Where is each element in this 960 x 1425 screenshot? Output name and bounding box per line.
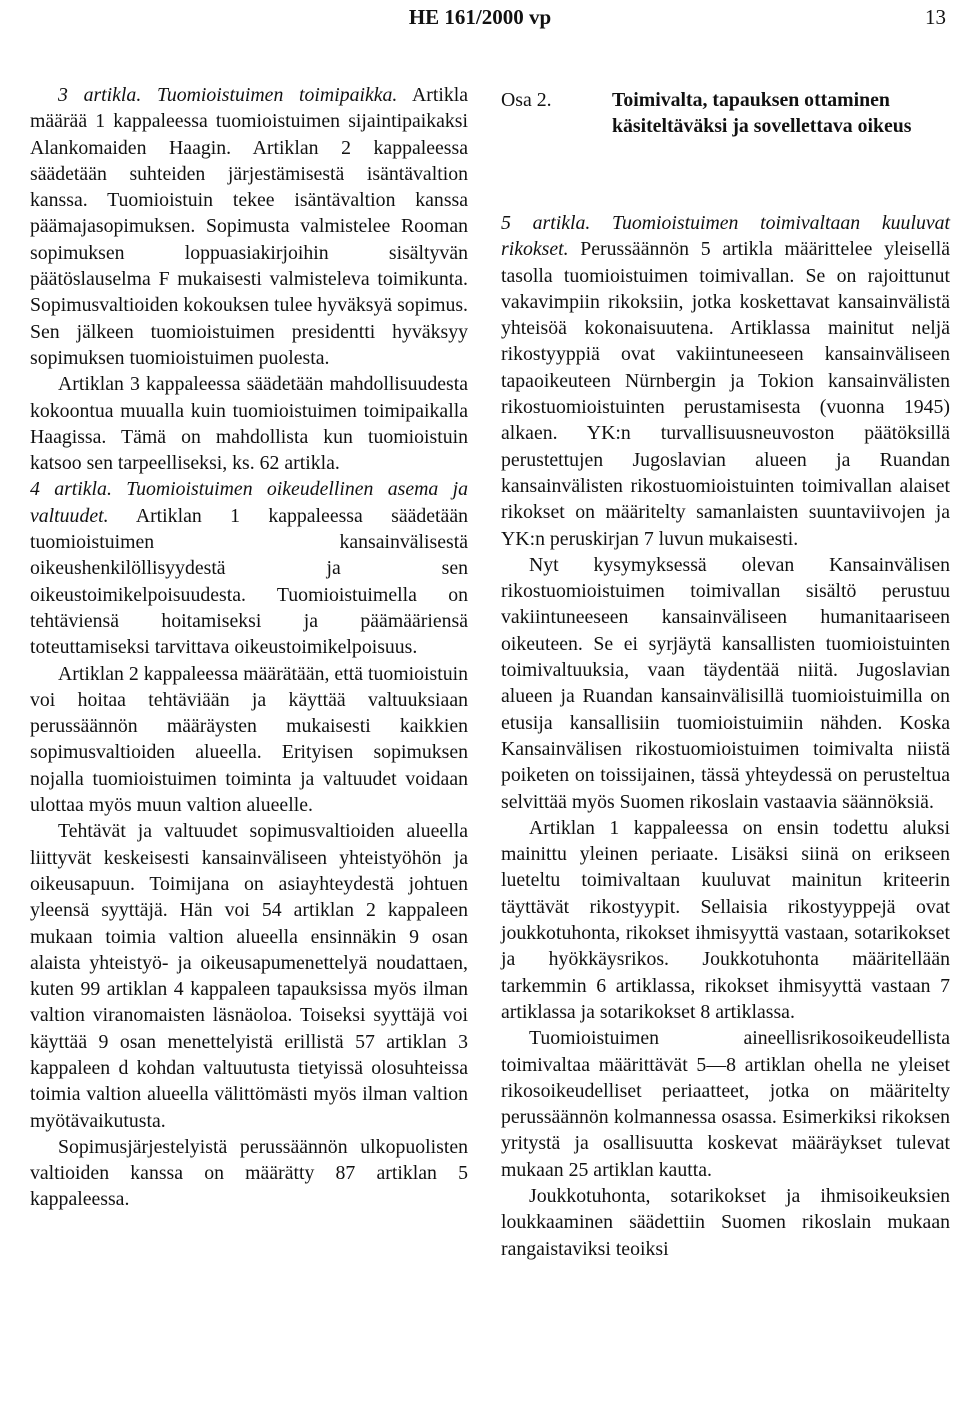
- paragraph-text: Artiklan 1 kappaleessa säädetään tuomioistuimen kansainvälisestä oikeushenkilöllisyydestä ja sen oikeustoimikelpoisuudesta. Tuomioistuimella on tehtäviensä hoitamiseksi ja päämääriensä toteuttamiseksi tarvittava oikeustoimikelpoisuus.: [30, 504, 468, 659]
- paragraph: Artiklan 1 kappaleessa on ensin todettu aluksi mainittu yleinen periaate. Lisäksi siinä on erikseen lueteltu toimivaltaan kuuluvat mainitun kriteerin täyttävät rikostyypit. Sellaisia rikostyyppejä ovat joukkotuhonta, rikokset ihmisyyttä vastaan, sotarikokset ja hyökkäysrikos. Joukkotuhonta määritellään tarkemmin 6 artiklassa, rikokset ihmisyyttä vastaan 7 artiklassa ja sotarikokset 8 artiklassa.: [501, 816, 950, 1023]
- paragraph: Artiklan 2 kappaleessa määrätään, että tuomioistuin voi hoitaa tehtäviään ja käyttää valtuuksiaan perussäännön määräysten mukaisesti kaikkien sopimusvaltioiden alueella. Erityisen sopimuksen nojalla tuomioistuimen toiminta ja valtuudet voidaan ulottaa myös muun valtion alueelle.: [30, 662, 468, 817]
- section-label: Osa 2.: [501, 89, 552, 111]
- page-header: [0, 0, 960, 40]
- document-id: HE 161/2000 vp: [408, 5, 552, 29]
- article-5-heading: 5 artikla. Tuomioistuimen toimivaltaan kuuluvat rikokset.: [501, 212, 950, 261]
- page-number: 13: [925, 5, 946, 29]
- paragraph: [501, 210, 950, 552]
- paragraph: Tuomioistuimen aineellisrikosoikeudellista toimivaltaa määrittävät 5—8 artiklan ohella ne yleiset rikosoikeudelliset periaatteet, jotka on määritelty perussäännön kolmannessa osassa. Esimerkiksi rikoksen yritystä ja osallisuutta koskevat määräykset tulevat mukaan 25 artiklan kautta.: [501, 1027, 950, 1181]
- paragraph: Tehtävät ja valtuudet sopimusvaltioiden alueella liittyvät keskeisesti kansainväliseen yhteistyöhön ja oikeusapuun. Toimijana on asiayhteydestä johtuen yleensä syyttäjä. Hän voi 54 artiklan 2 kappaleen mukaan toimia valtion alueella ensinnäkin 9 osan alaista yhteistyö- ja oikeusapumenettelyä noudattaen, kuten 99 artiklan 4 kappaleen tapauksissa myös ilman valtion viranomaisten läsnäoloa. Toiseksi syyttäjä voi käyttää 9 osan menettelyistä erillistä 57 artiklan 3 kappaleen d kohdan valtuutusta tietyissä olosuhteissa toimia valtion alueella välittömästi myös ilman valtion myötävaikutusta.: [30, 820, 468, 1132]
- left-column: [30, 82, 468, 1213]
- paragraph-text: Perussäännön 5 artikla määrittelee yleisellä tasolla tuomioistuimen toimivallan. Se on rajoittunut vakavimpiin rikoksiin, jotka koskettavat kansainvälistä yhteisöä kokonaisuutena. Artiklassa mainitut neljä rikostyyppiä ovat vakiintuneeseen kansainväliseen tapaoikeuteen Nürnbergin ja Tokion kansainvälisten rikostuomioistuinten perustamisesta (vuonna 1945) alkaen. YK:n turvallisuusneuvoston päätöksillä perustettujen Jugoslavian alueen ja Ruandan kansainvälisten rikostuomioistuinten toimivallan alaiset rikokset on määritelty samanlaisten suuntaviivojen ja YK:n peruskirjan 7 luvun mukaisesti.: [501, 238, 950, 550]
- article-4-heading: 4 artikla. Tuomioistuimen oikeudellinen asema ja valtuudet.: [30, 478, 468, 527]
- article-3-heading: 3 artikla. Tuomioistuimen toimipaikka.: [58, 84, 398, 106]
- section-title: Toimivalta, tapauksen ottaminen käsiteltäväksi ja sovellettava oikeus: [612, 89, 912, 138]
- paragraph: Artiklan 3 kappaleessa säädetään mahdollisuudesta kokoontua muualla kuin tuomioistuimen toimipaikalla Haagissa. Tämä on mahdollista kun tuomioistuin katsoo sen tarpeelliseksi, ks. 62 artikla.: [30, 373, 468, 475]
- paragraph-text: Artikla määrää 1 kappaleessa tuomioistuimen sijaintipaikaksi Alankomaiden Haagin. Artiklan 2 kappaleessa säädetään suhteiden järjestämisestä isäntävaltion kanssa. Tuomioistuin tekee isäntävaltion kanssa päämajasopimuksen. Sopimusta valmistelee Rooman sopimuksen loppuasiakirjoihin sisältyvän päätöslauselma F mukaisesti valmisteleva toimikunta. Sopimusvaltioiden kokouksen tulee hyväksyä sopimus. Sen jälkeen tuomioistuimen presidentti hyväksyy sopimuksen tuomioistuimen puolesta.: [30, 84, 468, 369]
- paragraph: Sopimusjärjestelyistä perussäännön ulkopuolisten valtioiden kanssa on määrätty 87 artiklan 5 kappaleessa.: [30, 1135, 468, 1211]
- paragraph: [30, 82, 468, 371]
- paragraph: [30, 476, 468, 660]
- paragraph: Nyt kysymyksessä olevan Kansainvälisen rikostuomioistuimen toimivallan sisältö perustuu vakiintuneeseen kansainväliseen humanitaariseen oikeuteen. Se ei syrjäytä kansallisten tuomioistuinten toimivaltuuksia, vaan täydentää niitä. Jugoslavian alueen ja Ruandan kansainvälisillä tuomioistuimilla on etusija kansallisiin tuomioistuimiin nähden. Koska Kansainvälisen rikostuomioistuimen toimivalta niistä poiketen on toissijainen, tässä yhteydessä on perusteltua selvittää myös Suomen rikoslain vastaavia säännöksiä.: [501, 553, 950, 813]
- right-column: [501, 210, 950, 1262]
- paragraph: Joukkotuhonta, sotarikokset ja ihmisoikeuksien loukkaaminen säädettiin Suomen rikoslain mukaan rangaistaviksi teoiksi: [501, 1184, 950, 1260]
